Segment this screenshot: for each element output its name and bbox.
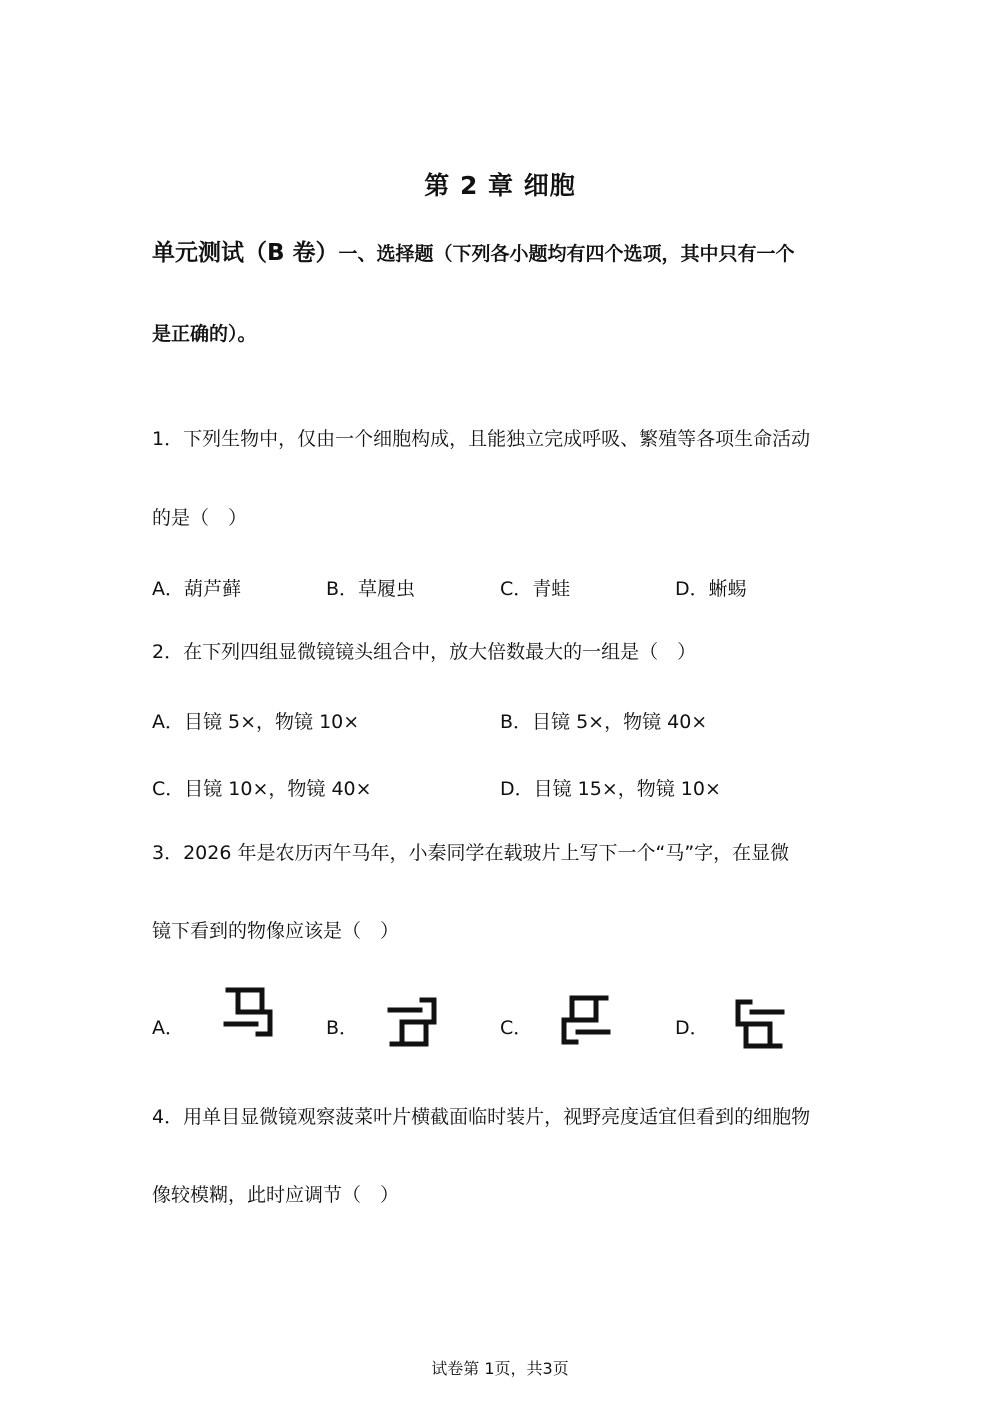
q1-option-a: A．葫芦藓	[152, 578, 241, 600]
question-4-line2: 像较模糊，此时应调节（ ）	[152, 1184, 400, 1206]
q2-option-d: D．目镜 15×，物镜 10×	[500, 778, 721, 800]
section-instruction-line2: 是正确的）。	[152, 323, 257, 345]
unit-test-label: 单元测试（B 卷）	[152, 240, 339, 266]
section-header	[152, 240, 795, 268]
q3-option-d: D．	[675, 1017, 709, 1039]
q3-image-b-ma-flipped-vertical	[386, 994, 442, 1050]
q3-image-d-ma-rotated	[730, 996, 786, 1052]
page-title: 第 2 章 细胞	[424, 171, 576, 200]
q2-option-b: B．目镜 5×，物镜 40×	[500, 711, 708, 733]
question-3-line2: 镜下看到的物像应该是（ ）	[152, 920, 400, 942]
question-2-line1: 2．在下列四组显微镜镜头组合中，放大倍数最大的一组是（ ）	[152, 641, 697, 663]
q3-option-c: C．	[500, 1017, 533, 1039]
question-1-line1: 1．下列生物中，仅由一个细胞构成，且能独立完成呼吸、繁殖等各项生命活动	[152, 428, 811, 450]
q2-option-a: A．目镜 5×，物镜 10×	[152, 711, 360, 733]
q3-option-a: A．	[152, 1017, 184, 1039]
q2-option-c: C．目镜 10×，物镜 40×	[152, 778, 372, 800]
q1-option-c: C．青蛙	[500, 578, 571, 600]
q1-option-d: D．蜥蜴	[675, 578, 747, 600]
q3-image-c-ma-mirrored	[556, 992, 612, 1048]
question-4-line1: 4．用单目显微镜观察菠菜叶片横截面临时装片，视野亮度适宜但看到的细胞物	[152, 1106, 811, 1128]
q3-option-b: B．	[326, 1017, 359, 1039]
q3-image-a-ma-upright	[222, 984, 278, 1040]
page-footer: 试卷第 1页，共3页	[431, 1359, 569, 1378]
section-instruction-line1: 一、选择题（下列各小题均有四个选项，其中只有一个	[338, 243, 795, 265]
question-3-line1: 3．2026 年是农历丙午马年，小秦同学在载玻片上写下一个“马”字，在显微	[152, 842, 790, 864]
question-1-line2: 的是（ ）	[152, 507, 248, 529]
q1-option-b: B．草履虫	[326, 578, 416, 600]
